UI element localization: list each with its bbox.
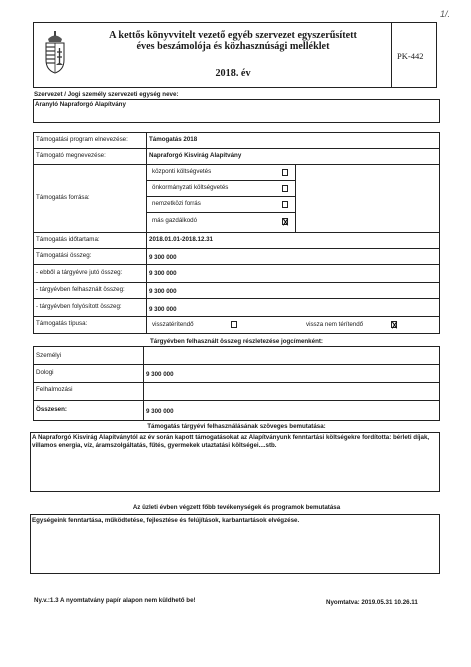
current-year-value: 9 300 000: [149, 270, 177, 277]
source-international-label: nemzetközi forrás: [152, 200, 201, 207]
paid-value: 9 300 000: [149, 306, 177, 313]
coat-of-arms-icon: [40, 30, 70, 74]
used-value: 9 300 000: [149, 288, 177, 295]
breakdown-total-value: 9 300 000: [146, 408, 174, 415]
activities-text: Egységeink fenntartása, működtetése, fejlesztése és felújítások, karbantartások elvégzése.: [32, 517, 300, 524]
used-label: - tárgyévben felhasznált összeg:: [36, 286, 125, 293]
form-code: PK-442: [397, 51, 424, 61]
supporter-value: Napraforgó Kisvirág Alapítvány: [149, 152, 242, 159]
source-other-checkbox[interactable]: [282, 218, 288, 225]
org-label: Szervezet / Jogi személy szervezeti egység neve:: [34, 91, 179, 98]
supporter-label: Támogató megnevezése:: [36, 152, 106, 159]
source-central-label: központi költségvetés: [152, 168, 212, 175]
paid-label: - tárgyévben folyósított összeg:: [36, 303, 122, 310]
source-international-checkbox[interactable]: [282, 201, 288, 208]
source-municipal-checkbox[interactable]: [282, 185, 288, 192]
program-label: Támogatási program elnevezése:: [36, 136, 128, 143]
type-refundable-label: visszatérítendő: [152, 321, 194, 328]
org-name: Aranyló Napraforgó Alapítvány: [35, 101, 126, 108]
duration-value: 2018.01.01-2018.12.31: [149, 236, 213, 243]
program-value: Támogatás 2018: [149, 136, 198, 143]
type-nonrefundable-label: vissza nem térítendő: [306, 321, 364, 328]
breakdown-capital-label: Felhalmozási: [36, 386, 73, 393]
source-label: Támogatás forrása:: [36, 194, 90, 201]
usage-heading: Támogatás tárgyévi felhasználásának szöveges bemutatása:: [147, 423, 326, 430]
usage-text: A Napraforgó Kisvirág Alapítványtól az év során kapott támogatásokat az Alapítványunk fenntartási költségekre fordította: bérleti díjak, villamos energia, víz, áramszolgáltatás, fűtés, gyermekek utaztatási költségei....stb.: [32, 434, 430, 449]
breakdown-material-label: Dologi: [36, 369, 54, 376]
current-year-label: - ebből a tárgyévre jutó összeg:: [36, 269, 123, 276]
amount-value: 9 300 000: [149, 254, 177, 261]
source-other-label: más gazdálkodó: [152, 217, 198, 224]
footer-printed: Nyomtatva: 2019.05.31 10.26.11: [326, 599, 418, 606]
type-refundable-checkbox[interactable]: [231, 321, 237, 328]
breakdown-heading: Tárgyévben felhasznált összeg részletezése jogcímenként:: [150, 338, 323, 345]
amount-label: Támogatási összeg:: [36, 252, 92, 259]
form-title-line1: A kettős könyvvitelt vezető egyéb szervezet egyszerűsített: [109, 30, 357, 41]
footer-version: Ny.v.:1.3 A nyomtatvány papír alapon nem küldhető be!: [34, 597, 196, 604]
source-municipal-label: önkormányzati költségvetés: [152, 184, 229, 191]
type-nonrefundable-checkbox[interactable]: [391, 321, 397, 328]
activities-heading: Az üzleti évben végzett főbb tevékenységek és programok bemutatása: [132, 504, 341, 511]
form-title-line2: éves beszámolója és közhasznúsági melléklet: [136, 41, 330, 52]
breakdown-material-value: 9 300 000: [146, 371, 174, 378]
breakdown-table: [33, 346, 440, 421]
breakdown-total-label: Összesen:: [36, 406, 67, 413]
type-label: Támogatás típusa:: [36, 320, 88, 327]
corner-mark: 1/.: [440, 9, 451, 19]
breakdown-personal-label: Személyi: [36, 352, 62, 359]
source-central-checkbox[interactable]: [282, 169, 288, 176]
form-year: 2018. év: [215, 68, 251, 79]
duration-label: Támogatás időtartama:: [36, 236, 100, 243]
